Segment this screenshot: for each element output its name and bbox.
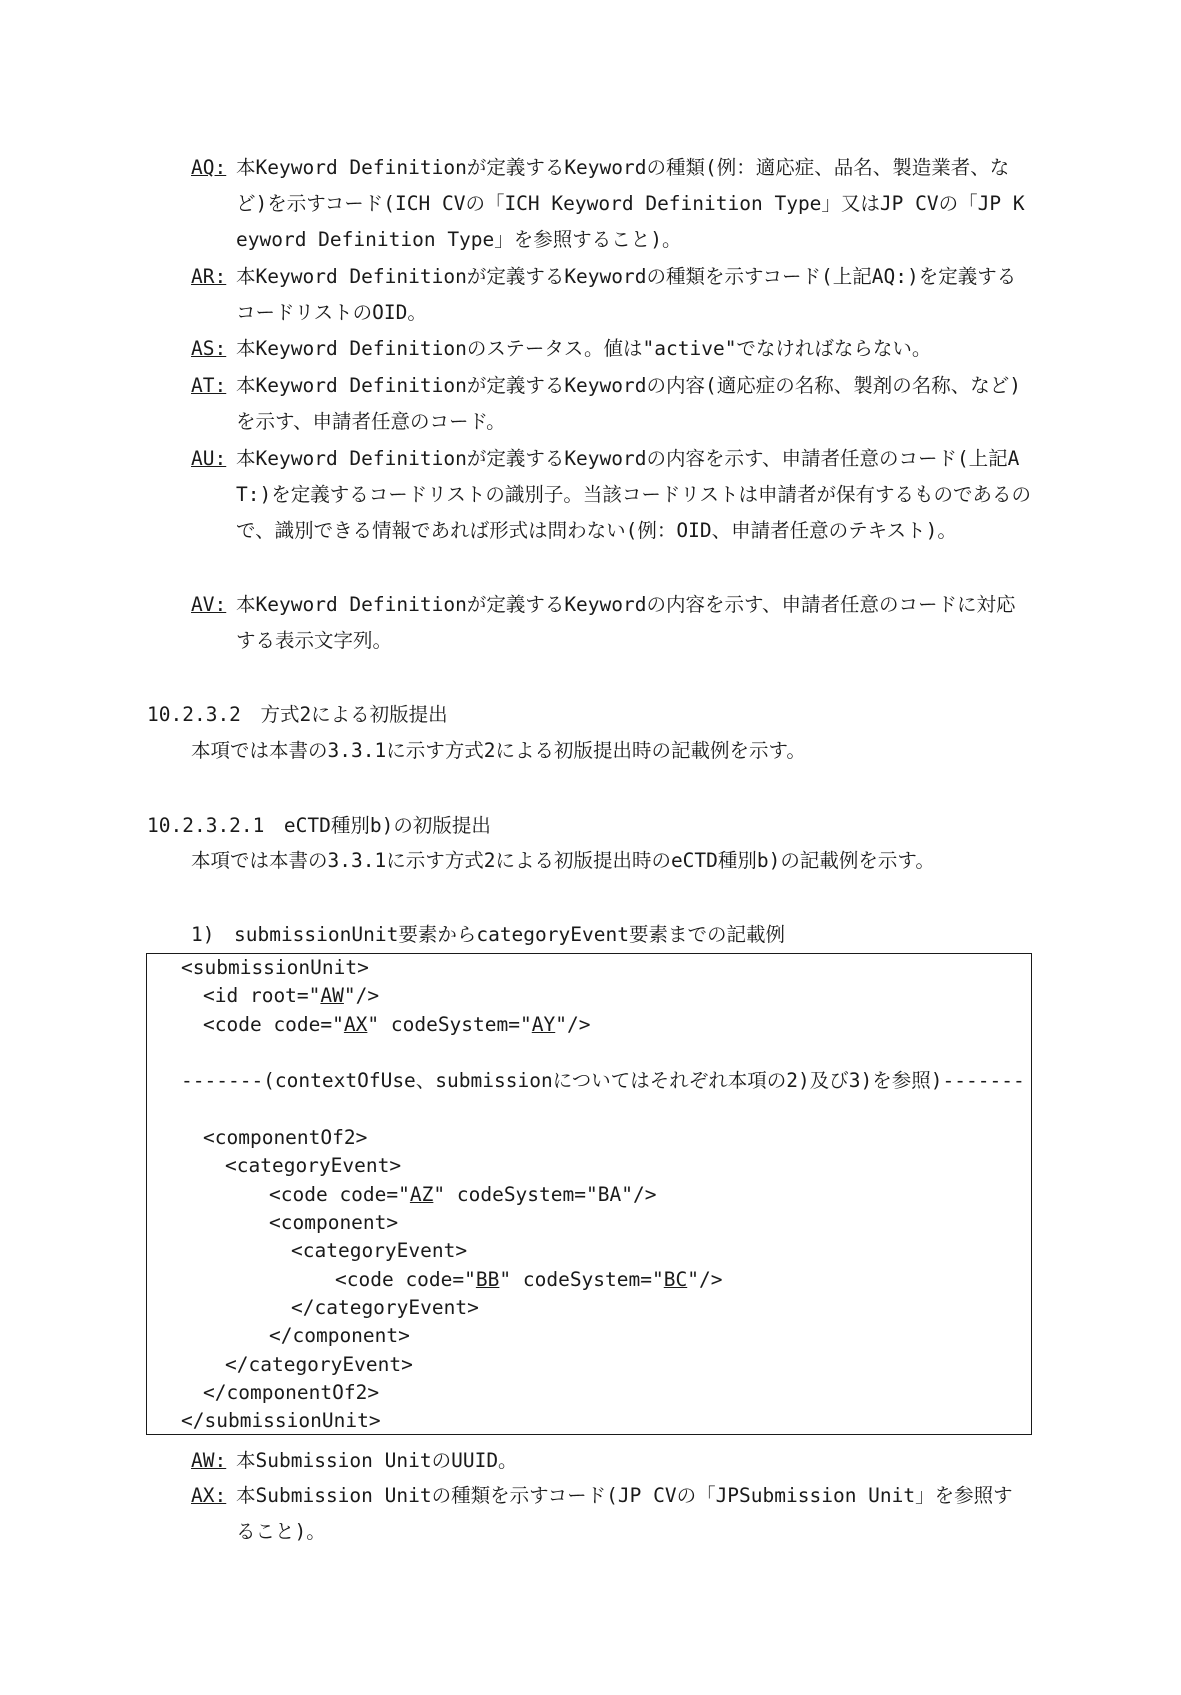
- section-heading: [147, 700, 448, 730]
- code-line: <code code="BB" codeSystem="BC"/>: [335, 1268, 723, 1291]
- code-line: </categoryEvent>: [225, 1353, 413, 1376]
- definition-text: 本Keyword Definitionのステータス。値は"active"でなければならない。: [236, 337, 932, 360]
- section-body: 本項では本書の3.3.1に示す方式2による初版提出時の記載例を示す。: [191, 739, 806, 762]
- definition-aq: [191, 150, 1031, 258]
- definition-text: 本Keyword Definitionが定義するKeywordの内容を示す、申請者任意のコードに対応する表示文字列。: [236, 593, 1016, 652]
- placeholder-ref: BB: [475, 1268, 500, 1291]
- definition-text: 本Keyword Definitionが定義するKeywordの内容(適応症の名称、製剤の名称、など)を示す、申請者任意のコード。: [236, 374, 1021, 433]
- definition-aw: [191, 1443, 1031, 1479]
- code-line: <componentOf2>: [203, 1126, 368, 1149]
- code-line-separator: -------(contextOfUse、submissionについてはそれぞれ本項の2)及び3)を参照)-------: [181, 1069, 1025, 1092]
- code-line: </componentOf2>: [203, 1381, 380, 1404]
- definition-tag: AX:: [191, 1484, 227, 1507]
- code-line: <categoryEvent>: [291, 1239, 468, 1262]
- placeholder-ref: AZ: [409, 1183, 434, 1206]
- placeholder-ref: AY: [531, 1013, 556, 1036]
- definition-tag: AW:: [191, 1449, 227, 1472]
- definition-text: 本Submission Unitの種類を示すコード(JP CVの「JPSubmission Unit」を参照すること)。: [236, 1484, 1013, 1543]
- example-caption: 1) submissionUnit要素からcategoryEvent要素までの記載例: [191, 923, 785, 946]
- definition-text: 本Keyword Definitionが定義するKeywordの種類を示すコード(上記AQ:)を定義するコードリストのOID。: [236, 265, 1017, 324]
- code-line: </submissionUnit>: [181, 1409, 381, 1432]
- definition-at: [191, 368, 1031, 440]
- placeholder-ref: BC: [663, 1268, 688, 1291]
- definition-text: 本Submission UnitのUUID。: [236, 1449, 518, 1472]
- definition-as: [191, 331, 1031, 367]
- code-line: <id root="AW"/>: [203, 984, 380, 1007]
- definition-tag: AQ:: [191, 156, 227, 179]
- subsection-heading: [147, 811, 491, 841]
- code-line: </categoryEvent>: [291, 1296, 479, 1319]
- code-line: <code code="AX" codeSystem="AY"/>: [203, 1013, 591, 1036]
- section-title: 方式2による初版提出: [260, 703, 448, 726]
- code-line: <component>: [269, 1211, 399, 1234]
- code-line: <categoryEvent>: [225, 1154, 402, 1177]
- definition-ar: [191, 259, 1031, 331]
- definition-tag: AU:: [191, 447, 227, 470]
- definition-tag: AR:: [191, 265, 227, 288]
- section-title: eCTD種別b)の初版提出: [283, 814, 491, 837]
- xml-example-box: [146, 953, 1032, 1435]
- definition-tag: AT:: [191, 374, 227, 397]
- definition-av: [191, 587, 1031, 659]
- definition-ax: [191, 1478, 1031, 1550]
- definition-text: 本Keyword Definitionが定義するKeywordの種類(例：適応症、品名、製造業者、など)を示すコード(ICH CVの「ICH Keyword Definition Type」又はJP CVの「JP Keyword Definition Type」を参照すること)。: [236, 156, 1025, 251]
- definition-au: [191, 441, 1031, 549]
- code-line: <submissionUnit>: [181, 956, 369, 979]
- placeholder-ref: AX: [343, 1013, 368, 1036]
- section-number: 10.2.3.2.1: [147, 814, 265, 837]
- subsection-body: 本項では本書の3.3.1に示す方式2による初版提出時のeCTD種別b)の記載例を示す。: [191, 849, 935, 872]
- definition-tag: AS:: [191, 337, 227, 360]
- placeholder-ref: AW: [320, 984, 344, 1007]
- code-line: <code code="AZ" codeSystem="BA"/>: [269, 1183, 657, 1206]
- definition-text: 本Keyword Definitionが定義するKeywordの内容を示す、申請者任意のコード(上記AT:)を定義するコードリストの識別子。当該コードリストは申請者が保有するものであるので、識別できる情報であれば形式は問わない(例：OID、申請者任意のテキスト)。: [236, 447, 1031, 542]
- definition-tag: AV:: [191, 593, 227, 616]
- section-number: 10.2.3.2: [147, 703, 241, 726]
- code-line: </component>: [269, 1324, 410, 1347]
